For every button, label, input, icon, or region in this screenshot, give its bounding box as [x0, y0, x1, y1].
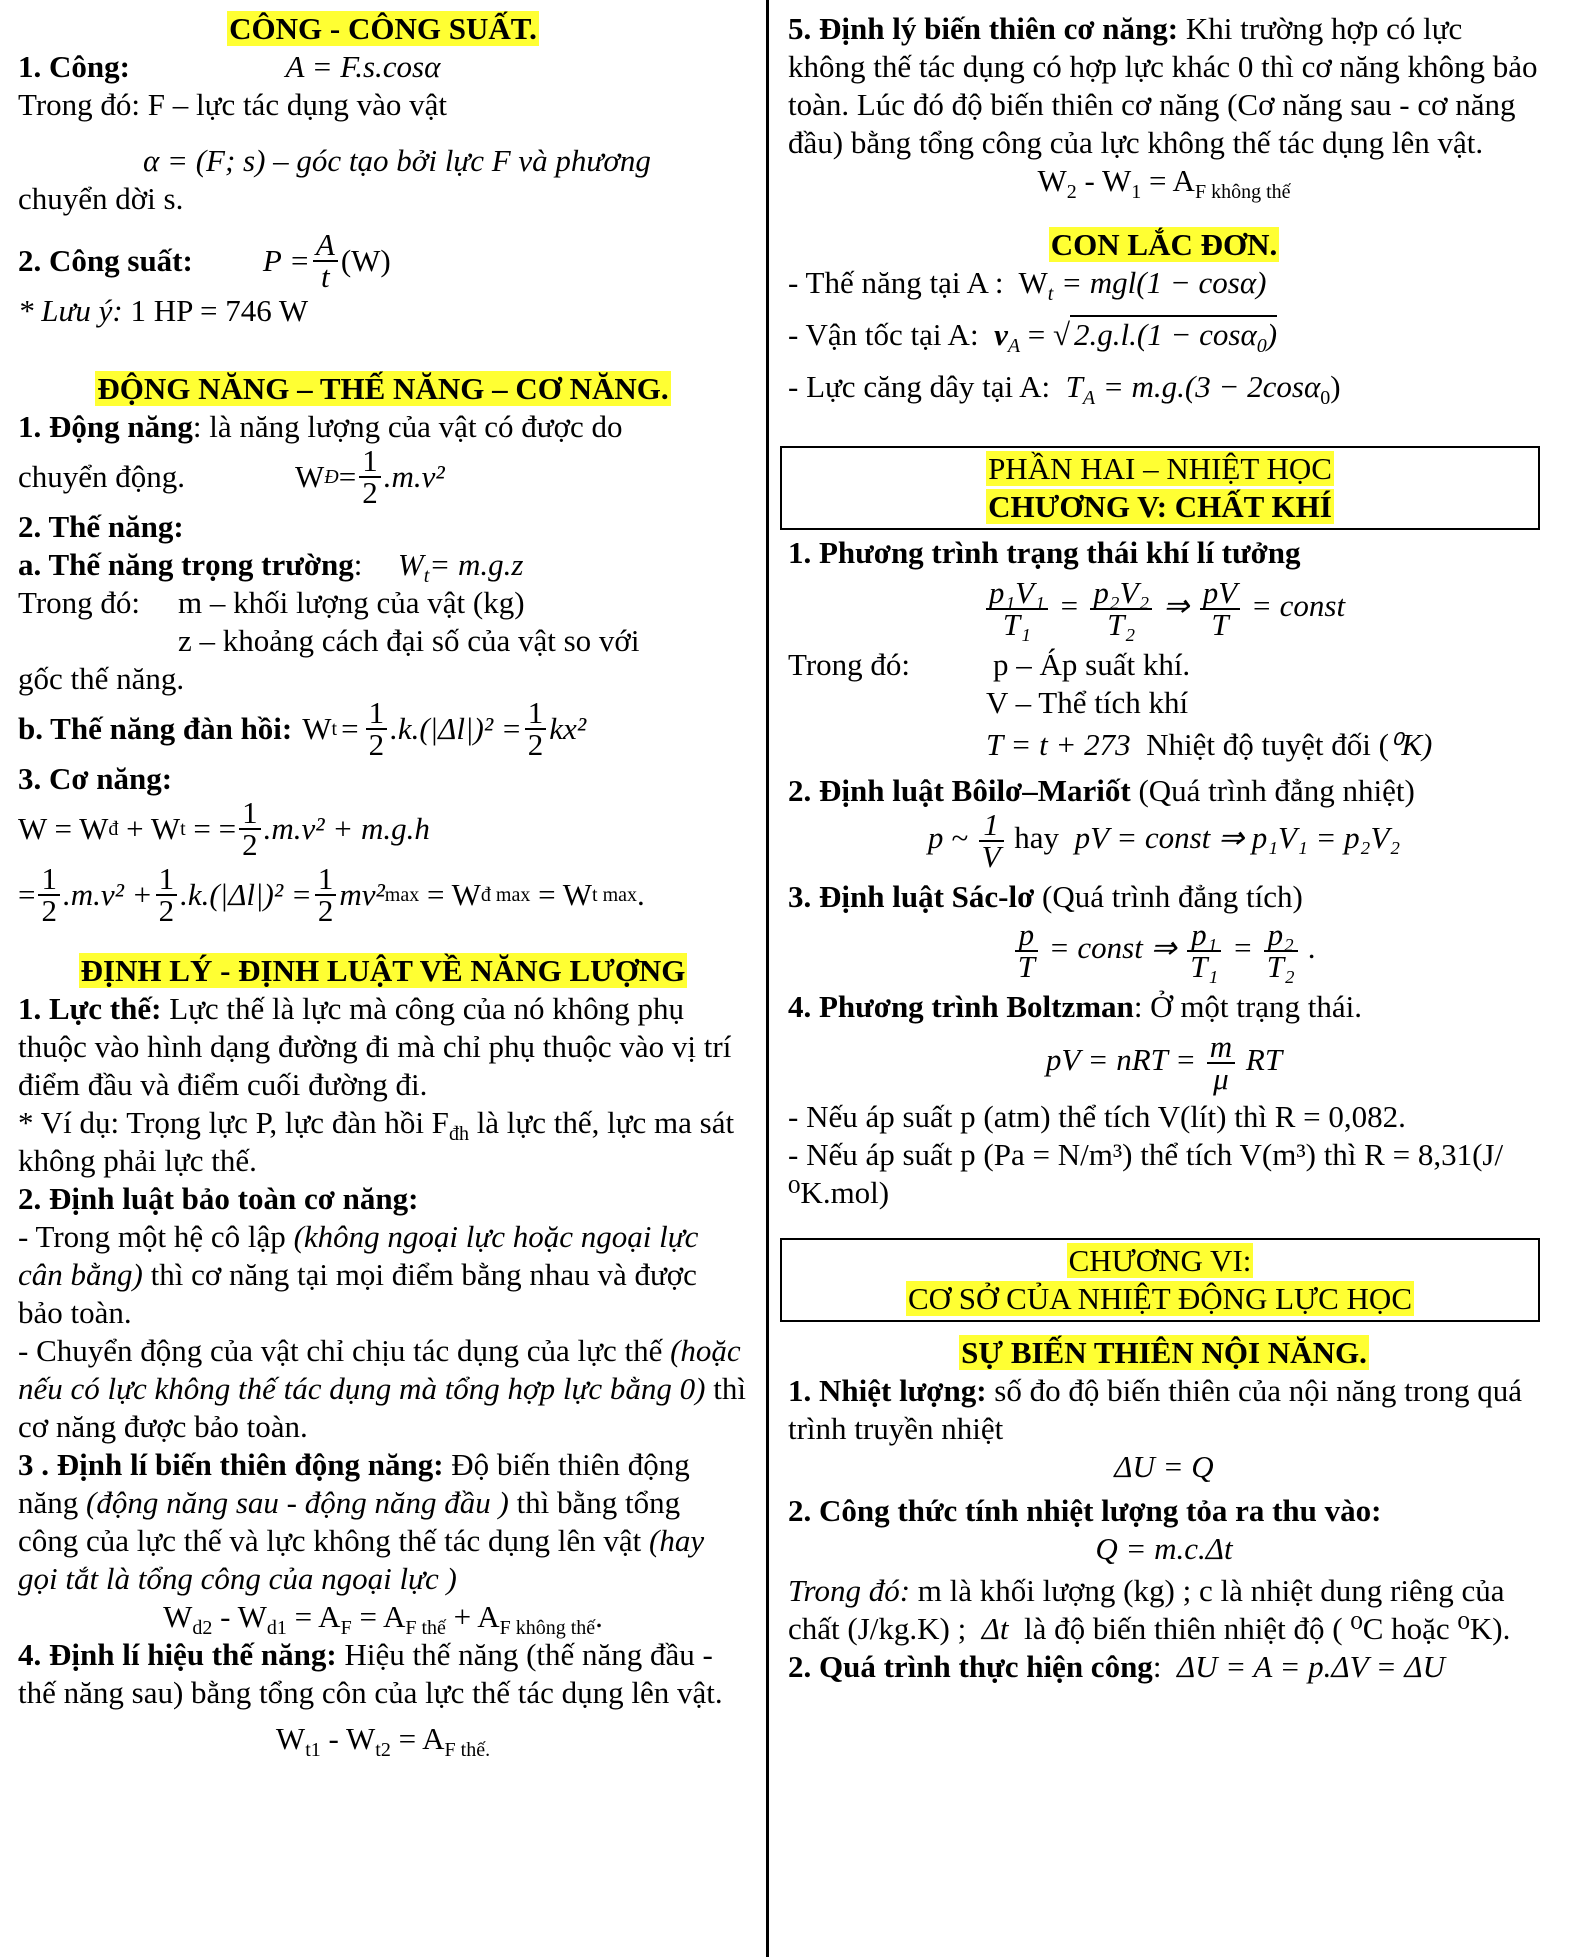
chapter-box-2: CHƯƠNG VI: CƠ SỞ CỦA NHIỆT ĐỘNG LỰC HỌC — [780, 1238, 1540, 1322]
bz-r1: - Nếu áp suất p (atm) thể tích V(lít) thì R = 0,082. — [788, 1099, 1406, 1134]
bz-fraction: $\frac{m}{\mu}$ — [1207, 1032, 1235, 1094]
column-divider — [766, 0, 769, 1957]
btcn-para-1: - Trong một hệ cô lập (không ngoại lực hoặc ngoại lực cân bằng) thì cơ năng tại mọi điểm bằng nhau và được bảo toàn. — [18, 1219, 699, 1330]
ct-formula: Q = m.c.Δt — [1095, 1531, 1233, 1566]
bm-line: 2. Định luật Bôilơ–Mariốt (Quá trình đẳng nhiệt) — [788, 773, 1415, 808]
pt-fraction-1: $\frac{\text{p₁V₁}}{\text{T₁}}$ — [986, 578, 1048, 640]
nl-para: 1. Nhiệt lượng: số đo độ biến thiên của nội năng trong quá trình truyền nhiệt — [788, 1373, 1523, 1446]
left-column — [18, 10, 748, 1762]
bm-fraction: $\frac{1}{V}$ — [979, 810, 1004, 872]
conlac-line-2: - Vận tốc tại A: $v_A$ = √ 2.g.l.(1 − cosα$_0$) — [788, 317, 1278, 358]
tntt-m-line: Trong đó: m – khối lượng của vật (kg) — [18, 585, 525, 620]
tntt-line: a. Thế năng trọng trường: $W_t= m.g.z$ — [18, 547, 524, 588]
thenang-label: 2. Thế năng: — [18, 509, 184, 544]
conlac-line-1: - Thế năng tại A : $W_t = mgl(1 - \cos\alpha)$ — [788, 265, 1267, 306]
btcn-label: 2. Định luật bảo toàn cơ năng: — [18, 1181, 419, 1216]
tntt-z-line: z – khoảng cách đại số của vật so với — [178, 623, 640, 658]
htn-formula: $W_{t1} - W_{t2} = A_{F thế.}$ — [275, 1721, 491, 1762]
dongnang-line: 1. Động năng: là năng lượng của vật có được do — [18, 409, 623, 444]
luuy-line: * Lưu ý: 1 HP = 746 W — [18, 293, 309, 328]
ct-label: 2. Công thức tính nhiệt lượng tỏa ra thu vào: — [788, 1493, 1382, 1528]
pt-fraction-3: $\frac{pV}{T}$ — [1200, 578, 1240, 640]
section-title-conlac: CON LẮC ĐƠN. — [1050, 227, 1278, 262]
section-title-nangluong: ĐỘNG NĂNG – THẾ NĂNG – CƠ NĂNG. — [97, 371, 669, 406]
btcn-para-2: - Chuyển động của vật chỉ chịu tác dụng của lực thế (hoặc nếu có lực không thế tác dụng mà tổng hợp lực bằng 0) thì cơ năng được bảo toàn. — [18, 1333, 746, 1444]
btdn-para: 3 . Định lí biến thiên động năng: Độ biến thiên động năng (động năng sau - động năng đầu ) thì bằng tổng công của lực thế và lực không thế tác dụng lên vật (hay gọi tắt là tổng công của ngoại lực ) — [18, 1447, 705, 1596]
btcn5-formula: $W_2 - W_1 = A_{F không thế}$ — [1037, 163, 1291, 204]
sqrt-symbol: √ — [1053, 317, 1071, 352]
tndh-fraction-2: $\frac{1}{2}$ — [525, 698, 547, 760]
sl-line: 3. Định luật Sác-lơ (Quá trình đẳng tích) — [788, 879, 1303, 914]
congsuat-line: 2. Công suất: P = $\frac{A}{t}$ (W) — [18, 227, 391, 294]
sl-fraction-1: $\frac{p}{T}$ — [1015, 920, 1038, 982]
sl-formula: $\frac{p}{T}$ = const ⇒ $\frac{\text{p₁}}{\text{T₁}}$ = $\frac{\text{p₂}}{\text{T₂}}$ . — [788, 920, 1540, 982]
pt-where-p: Trong đó: p – Áp suất khí. — [788, 647, 1191, 682]
sl-fraction-2: $\frac{\text{p₁}}{\text{T₁}}$ — [1187, 920, 1221, 982]
dongnang-formula-line: chuyển động. W Đ = $\frac{1}{2}$ .m.v² — [18, 443, 445, 510]
tndh-line: b. Thế năng đàn hồi: W t = $\frac{1}{2}$ .k.(|Δl|)² = $\frac{1}{2}$ kx² — [18, 695, 587, 762]
bz-r2: - Nếu áp suất p (Pa = N/m³) thể tích V(m³) thì R = 8,31(J/⁰K.mol) — [788, 1137, 1504, 1210]
bz-formula: pV = nRT = $\frac{m}{\mu}$ RT — [1045, 1029, 1283, 1096]
btdn-formula: $W_{d2} - W_{d1} = A_F = A_{F thế} + A_{F không thế}$. — [163, 1599, 603, 1640]
bm-formula: p ~ $\frac{1}{V}$ hay pV = const ⇒ p₁V₁ = p₂V₂ — [927, 807, 1401, 874]
pt-formula: $\frac{\text{p₁V₁}}{\text{T₁}}$ = $\frac{\text{p₂V₂}}{\text{T₂}}$ ⇒ $\frac{pV}{T}$ = const — [788, 578, 1540, 640]
cong-where: Trong đó: F – lực tác dụng vào vật — [18, 87, 447, 122]
pt-where-t: T = t + 273 Nhiệt độ tuyệt đối (⁰K) — [986, 727, 1433, 762]
conang-fraction-4: $\frac{1}{2}$ — [315, 864, 337, 926]
pt-fraction-2: $\frac{\text{p₂V₂}}{\text{T₂}}$ — [1090, 578, 1152, 640]
lucthe-para: 1. Lực thế: Lực thế là lực mà công của nó không phụ thuộc vào hình dạng đường đi mà chỉ phụ thuộc vào vị trí điểm đầu và điểm cuối đường đi. — [18, 991, 732, 1102]
tndh-fraction-1: $\frac{1}{2}$ — [366, 698, 388, 760]
pt-label: 1. Phương trình trạng thái khí lí tưởng — [788, 535, 1301, 570]
vidu-para: * Ví dụ: Trọng lực P, lực đàn hồi $F_{đh}$ là lực thế, lực ma sát không phải lực thế. — [18, 1105, 735, 1178]
section-title-cong: CÔNG - CÔNG SUẤT. — [229, 11, 537, 46]
conang-line-2: = $\frac{1}{2}$ .m.v² + $\frac{1}{2}$ .k.(|Δl|)² = $\frac{1}{2}$ mv² max = W đ max = W t max . — [18, 861, 645, 928]
dongnang-fraction: $\frac{1}{2}$ — [359, 446, 381, 508]
btcn5-para: 5. Định lý biến thiên cơ năng: Khi trường hợp có lực không thế tác dụng có hợp lực khác 0 thì cơ năng không bảo toàn. Lúc đó độ biến thiên cơ năng (Cơ năng sau - cơ năng đầu) bằng tổng công của lực không thế tác dụng lên vật. — [788, 11, 1538, 160]
conang-fraction-1: $\frac{1}{2}$ — [239, 798, 261, 860]
conlac-line-3: - Lực căng dây tại A: $T_A = m.g.(3 - 2\cos\alpha_0)$ — [788, 369, 1341, 410]
section-title-noinang: SỰ BIẾN THIÊN NỘI NĂNG. — [961, 1335, 1367, 1370]
congsuat-fraction: $\frac{A}{t}$ — [313, 230, 338, 292]
conang-line-1: W = W đ + W t = = $\frac{1}{2}$ .m.v² + m.g.h — [18, 795, 430, 862]
right-column — [788, 10, 1540, 1686]
pt-where-v: V – Thể tích khí — [986, 685, 1189, 720]
conang-fraction-2: $\frac{1}{2}$ — [38, 864, 60, 926]
cong-alpha-cont: chuyển dời s. — [18, 181, 184, 216]
cong-line: 1. Công: A = F.s.cosα — [18, 49, 441, 84]
ct-where: Trong đó: m là khối lượng (kg) ; c là nhiệt dung riêng của chất (J/kg.K) ; Δt là độ biến thiên nhiệt độ ( ⁰C hoặc ⁰K). — [788, 1573, 1511, 1646]
qt-line: 2. Quá trình thực hiện công: ΔU = A = p.ΔV = ΔU — [788, 1649, 1445, 1684]
bz-line: 4. Phương trình Boltzman: Ở một trạng thái. — [788, 989, 1362, 1024]
tntt-z-cont: gốc thế năng. — [18, 661, 185, 696]
section-title-dinhly: ĐỊNH LÝ - ĐỊNH LUẬT VỀ NĂNG LƯỢNG — [80, 953, 686, 988]
sl-fraction-3: $\frac{\text{p₂}}{\text{T₂}}$ — [1264, 920, 1298, 982]
conang-label: 3. Cơ năng: — [18, 761, 173, 796]
chapter-box-1: PHẦN HAI – NHIỆT HỌC CHƯƠNG V: CHẤT KHÍ — [780, 446, 1540, 530]
cong-alpha: α = (F; s) – góc tạo bởi lực F và phương — [143, 143, 651, 178]
conang-fraction-3: $\frac{1}{2}$ — [156, 864, 178, 926]
nl-formula: ΔU = Q — [1114, 1449, 1214, 1484]
htn-para: 4. Định lí hiệu thế năng: Hiệu thế năng (thế năng đầu - thế năng sau) bằng tổng côn của lực thế tác dụng lên vật. — [18, 1637, 723, 1710]
